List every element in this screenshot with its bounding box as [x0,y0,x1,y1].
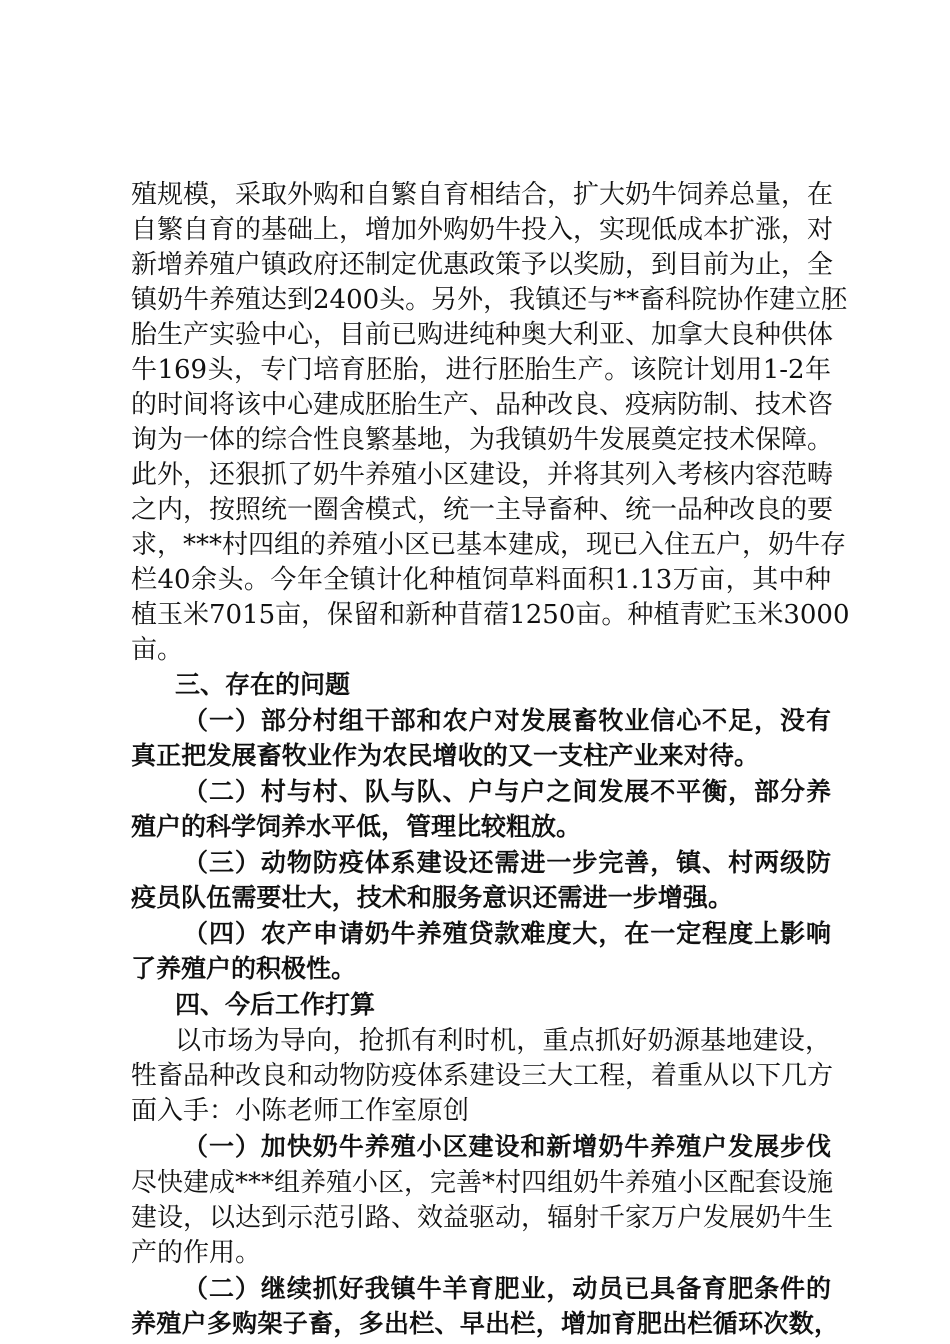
body-line: 新增养殖户镇政府还制定优惠政策予以奖励，到目前为止，全 [131,250,834,280]
section-heading: 三、存在的问题 [175,670,351,699]
issue-line: （三）动物防疫体系建设还需进一步完善，镇、村两级防 [183,848,831,877]
body-line: 尽快建成***组养殖小区，完善*村四组奶牛养殖小区配套设施 [131,1168,834,1198]
body-line: 的时间将该中心建成胚胎生产、品种改良、疫病防制、技术咨 [131,390,834,420]
body-line: 植玉米7015亩，保留和新种苜蓿1250亩。种植青贮玉米3000 [131,600,850,630]
issue-line: 疫员队伍需要壮大，技术和服务意识还需进一步增强。 [131,883,733,912]
body-line: 产的作用。 [131,1238,262,1268]
issue-line: （四）农产申请奶牛养殖贷款难度大，在一定程度上影响 [183,919,831,948]
plan-line: 养殖户多购架子畜，多出栏、早出栏，增加育肥出栏循环次数， [131,1309,839,1338]
section-heading: 四、今后工作打算 [175,990,376,1019]
issue-line: 真正把发展畜牧业作为农民增收的又一支柱产业来对待。 [131,741,759,770]
body-line: 建设，以达到示范引路、效益驱动，辐射千家万户发展奶牛生 [131,1203,834,1233]
body-line: 之内，按照统一圈舍模式，统一主导畜种、统一品种改良的要 [131,495,834,525]
issue-line: 了养殖户的积极性。 [131,954,357,983]
body-line: 询为一体的综合性良繁基地，为我镇奶牛发展奠定技术保障。 [131,425,834,455]
plan-heading: （一）加快奶牛养殖小区建设和新增奶牛养殖户发展步伐 [183,1132,831,1161]
issue-line: （一）部分村组干部和农户对发展畜牧业信心不足，没有 [183,706,831,735]
issue-line: （二）村与村、队与队、户与户之间发展不平衡，部分养 [183,777,831,806]
body-line: 镇奶牛养殖达到2400头。另外，我镇还与**畜科院协作建立胚 [131,285,848,315]
body-line: 胎生产实验中心，目前已购进纯种奥大利亚、加拿大良种供体 [131,320,834,350]
body-line: 以市场为导向，抢抓有利时机，重点抓好奶源基地建设， [175,1026,831,1056]
body-line: 殖规模，采取外购和自繁自育相结合，扩大奶牛饲养总量，在 [131,180,834,210]
body-line: 牲畜品种改良和动物防疫体系建设三大工程，着重从以下几方 [131,1061,834,1091]
body-line: 自繁自育的基础上，增加外购奶牛投入，实现低成本扩涨，对 [131,215,834,245]
issue-line: 殖户的科学饲养水平低，管理比较粗放。 [131,812,582,841]
plan-line: （二）继续抓好我镇牛羊育肥业，动员已具备育肥条件的 [183,1274,831,1303]
body-line: 此外，还狠抓了奶牛养殖小区建设，并将其列入考核内容范畴 [131,460,834,490]
body-line: 亩。 [131,635,184,665]
body-line: 求，***村四组的养殖小区已基本建成，现已入住五户，奶牛存 [131,530,847,560]
body-line: 面入手：小陈老师工作室原创 [131,1096,470,1126]
body-line: 栏40余头。今年全镇计化种植饲草料面积1.13万亩，其中种 [131,565,831,595]
body-line: 牛169头，专门培育胚胎，进行胚胎生产。该院计划用1-2年 [131,355,831,385]
